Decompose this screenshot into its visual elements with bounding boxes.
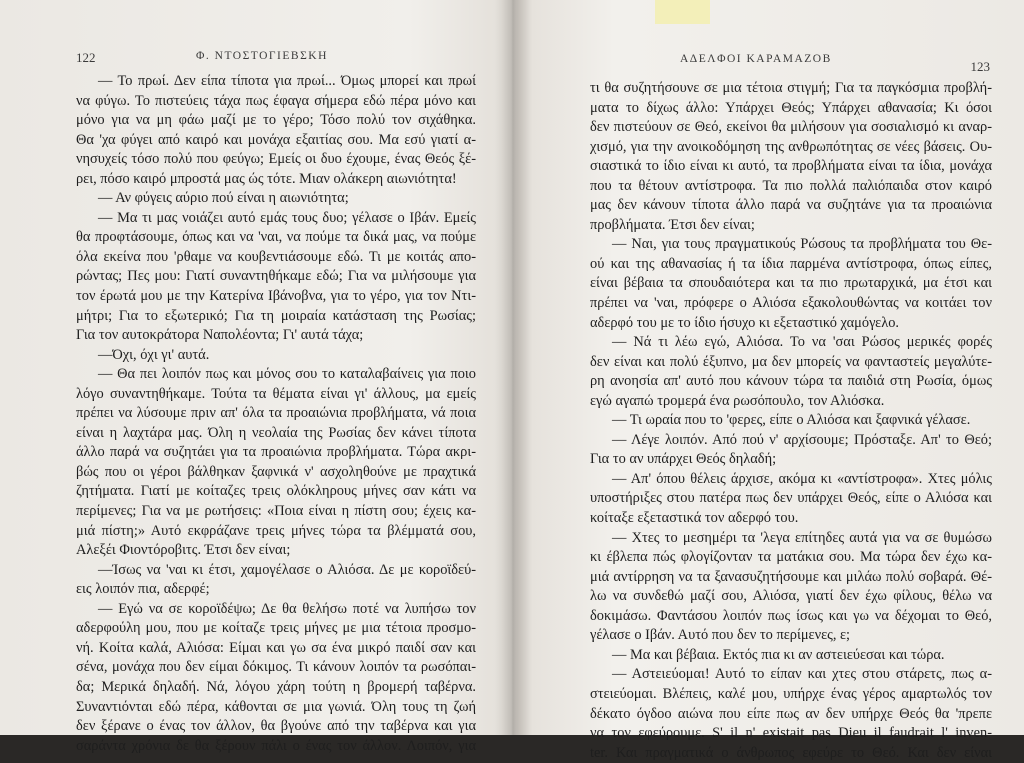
- text-line: — Το πρωί. Δεν είπα τίποτα για πρωί... Όμως μπορεί και πρωί: [98, 73, 476, 89]
- text-line: — Λέγε λοιπόν. Από πού ν' αρχίσουμε; Πρόσταξε. Απ' το Θεό;: [612, 431, 992, 448]
- text-line: είναι η λαχτάρα μας. Όλη η νεολαία της Ρωσίας δεν κάνει τίποτα: [76, 424, 476, 441]
- text-line: χισμό, για την ανοικοδόμηση της ανθρωπότητας σε νέες βάσεις. Ου-: [590, 138, 992, 155]
- text-line: τον έρωτά μου με την Κατερίνα Ιβάνοβνα, για το γέρο, για τον Ντι-: [76, 288, 476, 305]
- text-line: ρη ανοησία απ' αυτό που κάνουν τώρα τα παιδιά στη Ρωσία, όμως: [590, 373, 992, 390]
- text-line: θα προφτάσουμε, όπως και να 'ναι, να πούμε τα δικά μας, να πούμε: [76, 229, 476, 246]
- text-line: ματα το δίχως άλλο: Υπάρχει Θεός; Υπάρχει αθανασία; Κι όσοι: [590, 99, 992, 116]
- right-page-number: 123: [970, 59, 990, 74]
- text-line: να φύγω. Το πιστεύεις τάχα πως έφαγα σήμερα εδώ πέρα μόνο και: [76, 92, 476, 109]
- text-line: δοκιμάσω. Φαντάσου λοιπόν πως ίσως και γω να δέχομαι το Θεό,: [590, 607, 992, 624]
- text-line: — Ναι, για τους πραγματικούς Ρώσους τα προβλήματα του Θε-: [612, 236, 992, 253]
- text-line: υποστήριξες στου πατέρα πως δεν υπάρχει Θεός, είπε ο Αλιόσα και: [590, 490, 992, 507]
- text-line: — Απ' όπου θέλεις άρχισε, ακόμα κι «αντίστροφα». Χτες μόλις: [612, 470, 992, 487]
- text-line: λόγο συναντηθήκαμε. Τούτα τα θέματα είναι γι' άλλους, μα εμείς: [76, 385, 476, 402]
- text-line: αδερφό του με το ίδιο ήσυχο κι εξεταστικό χαμόγελο.: [590, 314, 899, 331]
- text-line: — Θα πει λοιπόν πως και μόνος σου το καταλαβαίνεις για ποιο: [98, 366, 476, 383]
- text-line: σιαστικά το ίδιο είναι κι αυτό, τα προβλήματα είναι τα ίδια, μονάχα: [590, 158, 992, 175]
- text-line: μας δεν κάνουν τίποτα άλλο παρά να συζητάνε για τα προαιώνια: [590, 197, 992, 214]
- text-line: περίμενες; Για να με ρωτήσεις: «Ποια είναι η πίστη σου; έχεις κα-: [76, 503, 476, 520]
- text-line: ρει, πόσο καιρό μπροστά μας ώς τότε. Μιαν ολάκερη αιωνιότητα!: [76, 170, 457, 187]
- text-line: κοίταξε εξεταστικά τον αδερφό του.: [590, 510, 799, 527]
- text-line: — Αν φύγεις αύριο πού είναι η αιωνιότητα;: [98, 190, 349, 207]
- right-running-title: ΑΔΕΛΦΟΙ ΚΑΡΑΜΑΖΟΒ: [680, 53, 832, 65]
- text-line: — Τι ωραία που το 'φερες, είπε ο Αλιόσα και ξαφνικά γέλασε.: [612, 412, 971, 429]
- text-line: Συναντιόνται εδώ πέρα, κάθονται σε μια γωνιά. Όλη τους τη ζωή: [76, 698, 476, 715]
- text-line: δεν ξέρανε ο ένας τον άλλον, θα βγούνε από την ταβέρνα και για: [76, 718, 476, 735]
- text-line: τι θα συζητήσουνε σε μια τέτοια στιγμή; Για τα παγκόσμια προβλή-: [590, 80, 992, 96]
- text-line: δέκατο όγδοο αιώνα που είπε πως αν δεν υπήρχε Θεός θα 'πρεπε: [590, 705, 992, 722]
- text-line: —Ίσως να 'ναι κι έτσι, χαμογέλασε ο Αλιόσα. Δε με κοροϊδεύ-: [98, 561, 476, 578]
- text-line: στειεύομαι. Βλέπεις, καλέ μου, υπήρχε ένας γέρος αμαρτωλός τον: [590, 685, 992, 702]
- text-line: ζητήματα. Γιατί με κοίταζες τρεις ολόκληρους μήνες σαν κάτι να: [76, 483, 476, 500]
- text-line: άλλο παρά να συζητάει για τα προαιώνια προβλήματα. Τώρα ακρι-: [76, 444, 476, 461]
- text-line: νή. Κοίτα καλά, Αλιόσα: Είμαι και γω σα ένα μικρό παιδί σαν και: [76, 639, 476, 656]
- text-line: που τα θέτουν αντίστροφα. Τα πιο πολλά παλιόπαιδα στον καιρό: [590, 177, 992, 194]
- right-body-text: [590, 79, 992, 763]
- text-line: — Μα και βέβαια. Εκτός πια κι αν αστειεύεσαι και τώρα.: [612, 646, 945, 663]
- text-line: μιά πίστη;» Αυτό εκφράζανε τρεις μήνες τώρα τα βλέμματά σου,: [76, 522, 476, 539]
- text-line: βώς που οι γέροι βάλθηκαν ξαφνικά ν' ασχοληθούνε με πραχτικά: [76, 463, 476, 480]
- text-line: σένα, μονάχα που δεν είμαι δόκιμος. Τι κάνουν λοιπόν τα ρωσόπαι-: [76, 659, 476, 676]
- text-line: είναι βέβαια τα σπουδαιότερα και τα πιο πρωταρχικά, μα έτσι και: [590, 275, 992, 292]
- text-line: μήτρι; Για το εξωτερικό; Για τη μοιραία κατάσταση της Ρωσίας;: [76, 307, 476, 324]
- right-page: [590, 0, 992, 761]
- text-line: προβλήματα. Έτσι δεν είναι;: [590, 216, 755, 233]
- text-line: λω να συνδεθώ μαζί σου, Αλιόσα, γιατί δεν έχω φίλους, θέλω να: [590, 588, 992, 605]
- text-line: — Χτες το μεσημέρι τα 'λεγα επίτηδες αυτά για να σε θυμώσω: [612, 529, 992, 546]
- text-line: —Όχι, όχι γι' αυτά.: [98, 346, 210, 363]
- text-line: Για τον αυτοκράτορα Ναπολέοντα; Γι' αυτά τάχα;: [76, 327, 364, 344]
- text-line: δεν πιστεύουν σε Θεό, εκείνοι θα μιλήσουν για σοσιαλισμό κι αναρ-: [590, 119, 992, 136]
- text-line: γέλασε ο Ιβάν. Αυτό που δεν το περίμενες, ε;: [590, 627, 851, 644]
- left-page: [76, 0, 476, 754]
- text-line: — Εγώ να σε κοροϊδέψω; Δε θα θελήσω ποτέ να λυπήσω τον: [98, 600, 476, 617]
- text-line: — Αστειεύομαι! Αυτό το είπαν και χτες στου στάρετς, πως α-: [612, 666, 992, 683]
- text-line: πρέπει να λύσουμε πριν απ' όλα τα προαιώνια προβλήματα, νά ποια: [76, 405, 476, 422]
- text-line: δα; Μερικά δηλαδή. Νά, λόγου χάρη τούτη η βρομερή ταβέρνα.: [76, 678, 476, 695]
- text-line: Αλεξέι Φιοντόροβιτς. Έτσι δεν είναι;: [76, 542, 291, 559]
- text-line: σαράντα χρόνια δε θα ξέρουν πάλι ο ένας τον άλλον. Λοιπόν, για: [76, 737, 476, 754]
- left-page-number: 122: [76, 50, 96, 65]
- text-line: κι έβλεπα πώς φλογίζονταν τα ματάκια σου. Μα τώρα δεν έχω κα-: [590, 549, 992, 566]
- text-line: να τον εφεύρουμε. S' il n' existait pas Dieu il faudrait l' inven-: [590, 725, 992, 742]
- text-line: αδερφούλη μου, που με κοίταζε τρεις μήνες με μια τέτοια προσμο-: [76, 620, 476, 637]
- book-gutter: [495, 0, 531, 735]
- text-line: Για το αν υπάρχει Θεός δηλαδή;: [590, 451, 777, 468]
- left-body-text: [76, 72, 476, 756]
- right-running-head: [590, 50, 992, 74]
- text-line: εις λοιπόν πια, αδερφέ;: [76, 581, 210, 598]
- left-running-head: [76, 50, 476, 66]
- text-line: εγώ αγαπώ τρομερά ένα ρωσόπουλο, τον Αλιόσκα.: [590, 392, 885, 409]
- text-line: ού και της αθανασίας ή τα ίδια παρμένα αντίστροφα, όπως είπες,: [590, 255, 992, 272]
- text-line: δεν είναι και πολύ έξυπνο, μα δεν μπορείς να φανταστείς μεγαλύτε-: [590, 353, 992, 370]
- text-line: Θα 'χα φύγει από καιρό και μονάχα εξαιτίας σου. Μα εσύ γιατί α-: [76, 131, 476, 148]
- text-line: μιά αντίρρηση να τα ξανασυζητήσουμε και μιλάω πολύ σοβαρά. Θέ-: [590, 568, 992, 585]
- left-running-title: Φ. ΝΤΟΣΤΟΓΙΕΒΣΚΗ: [196, 50, 328, 62]
- text-line: μόνο για να μη φάω μαζί με το γέρο; Τόσο πολύ τον σιχάθηκα.: [76, 112, 476, 129]
- text-line: ter. Και πραγματικά ο άνθρωπος εφεύρε το Θεό. Και δεν είναι: [590, 744, 992, 761]
- text-line: — Μα τι μας νοιάζει αυτό εμάς τους δυο; γέλασε ο Ιβάν. Εμείς: [98, 209, 476, 226]
- text-line: — Νά τι λέω εγώ, Αλιόσα. Το να 'σαι Ρώσος μερικές φορές: [612, 334, 992, 351]
- text-line: πρέπει να 'ναι, πρόφερε ο Αλιόσα εξακολουθώντας να κοιτάει τον: [590, 295, 992, 312]
- text-line: νησυχείς τόσο πολύ που φεύγω; Εμείς οι δυο έχουμε, ένας Θεός ξέ-: [76, 151, 476, 168]
- text-line: ρώντας; Πες μου: Γιατί συναντηθήκαμε εδώ; Για να μιλήσουμε για: [76, 268, 476, 285]
- text-line: όλα εκείνα που 'ρθαμε να κουβεντιάσουμε εδώ. Τι με κοιτάς απο-: [76, 248, 476, 265]
